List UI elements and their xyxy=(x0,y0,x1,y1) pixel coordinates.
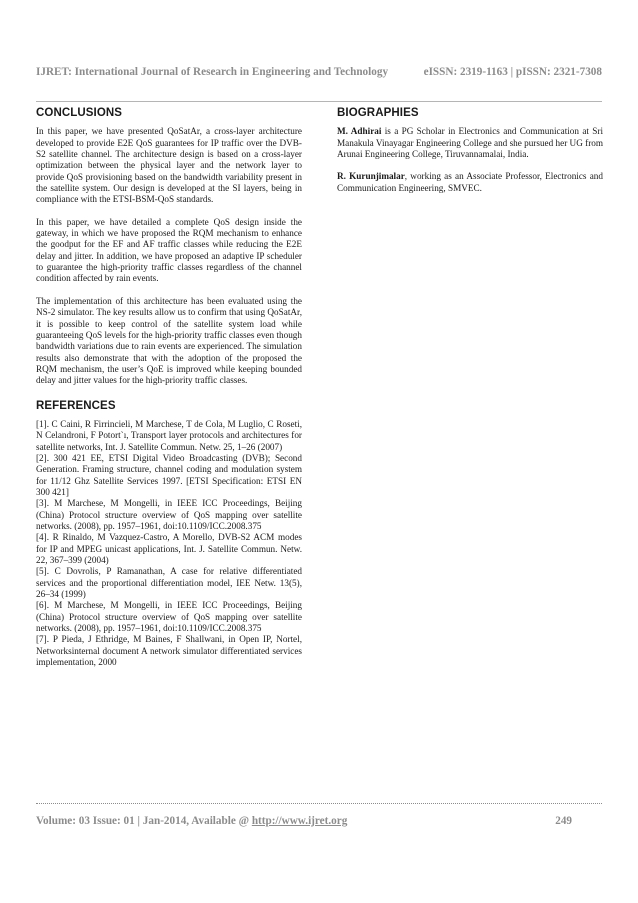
references-section xyxy=(36,401,302,669)
reference-item: [1]. C Caini, R Firrincieli, M Marchese, T de Cola, M Luglio, C Roseti, N Celandroni, F Potort`ı, Transport layer protocols and architectures for satellite networks, Int. J. Satellite Commun. Netw. 25, 1–26 (2007) xyxy=(36,418,302,452)
volume-text: Volume: 03 Issue: 01 | Jan-2014, Available @ xyxy=(36,815,252,827)
right-column xyxy=(337,108,603,205)
biographies-heading: BIOGRAPHIES xyxy=(337,107,419,119)
biography-text: , working as an Associate Professor, Electronics and Communication Engineering, SMVEC. xyxy=(337,171,603,193)
conclusions-heading: CONCLUSIONS xyxy=(36,107,123,119)
reference-item: [3]. M Marchese, M Mongelli, in IEEE ICC Proceedings, Beijing (China) Protocol structure overview of QoS mapping over satellite networks. (2008), pp. 1957–1961, doi:10.1109/ICC.2008.375 xyxy=(36,498,302,531)
reference-item: [2]. 300 421 EE, ETSI Digital Video Broadcasting (DVB); Second Generation. Framing structure, channel coding and modulation system for 11/12 Ghz Satellite Services 1997. [ETSI Specification: ETSI EN 300 421] xyxy=(36,452,302,497)
references-heading: REFERENCES xyxy=(36,399,116,412)
journal-link[interactable]: http://www.ijret.org xyxy=(251,815,348,827)
reference-item: [7]. P Pieda, J Ethridge, M Baines, F Shallwani, in Open IP, Nortel, Networksinternal document A network simulator differentiated services implementation, 2000 xyxy=(36,634,302,668)
footer-volume-info xyxy=(36,815,347,827)
running-footer xyxy=(36,815,602,827)
conclusions-paragraph: In this paper, we have presented QoSatAr, a cross-layer architecture developed to provide E2E QoS guarantees for IP traffic over the DVB-S2 satellite channel. The architecture design is based on a cross-layer optimization between the physical layer and the network layer to provide QoS provisioning based on the bandwidth variability present in the satellite system. Our design is developed at the SI layers, being in compliance with the ETSI-BSM-QoS standards. xyxy=(36,126,302,205)
author-name: M. Adhirai xyxy=(337,126,382,137)
running-header xyxy=(36,66,602,78)
biography-entry xyxy=(337,126,603,160)
journal-title: IJRET: International Journal of Research in Engineering and Technology xyxy=(36,66,389,78)
reference-item: [4]. R Rinaldo, M Vazquez-Castro, A Morello, DVB-S2 ACM modes for IP and MPEG unicast applications, Int. J. Satellite Commun. Netw. 22, 367–399 (2004) xyxy=(36,532,302,566)
biography-text: is a PG Scholar in Electronics and Communication at Sri Manakula Vinayagar Engineering College and she pursued her UG from Arunai Engineering College, Tiruvannamalai, India. xyxy=(337,126,603,160)
left-column xyxy=(36,108,302,668)
reference-item: [6]. M Marchese, M Mongelli, in IEEE ICC Proceedings, Beijing (China) Protocol structure overview of QoS mapping over satellite networks. (2008), pp. 1957–1961, doi:10.1109/ICC.2008.375 xyxy=(36,600,302,634)
biographies-section xyxy=(337,108,603,194)
biography-entry xyxy=(337,171,603,194)
conclusions-paragraph: The implementation of this architecture has been evaluated using the NS-2 simulator. The key results allow us to confirm that using QoSatAr, it is possible to keep control of the satellite system load while guaranteeing QoS levels for the high-priority traffic classes even though bandwidth variations due to rain events are experienced. The simulation results also demonstrate that with the adoption of the proposed the RQM mechanism, the user’s QoE is improved while keeping bounded delay and jitter values for the high-priority traffic classes. xyxy=(36,295,302,386)
conclusions-section xyxy=(36,108,302,387)
issn-info: eISSN: 2319-1163 | pISSN: 2321-7308 xyxy=(423,66,602,78)
conclusions-paragraph: In this paper, we have detailed a complete QoS design inside the gateway, in which we have proposed the RQM mechanism to enhance the goodput for the EF and AF traffic classes while reducing the E2E delay and jitter. In addition, we have proposed an adaptive IP scheduler to guarantee the high-priority traffic classes regardless of the channel condition affected by rain events. xyxy=(36,216,302,284)
reference-item: [5]. C Dovrolis, P Ramanathan, A case for relative differentiated services and the proportional differentiation model, IEE Netw. 13(5), 26–34 (1999) xyxy=(36,566,302,600)
page-number: 249 xyxy=(555,815,572,827)
author-name: R. Kurunjimalar xyxy=(337,171,405,182)
header-divider xyxy=(36,101,602,102)
footer-divider xyxy=(36,803,602,804)
